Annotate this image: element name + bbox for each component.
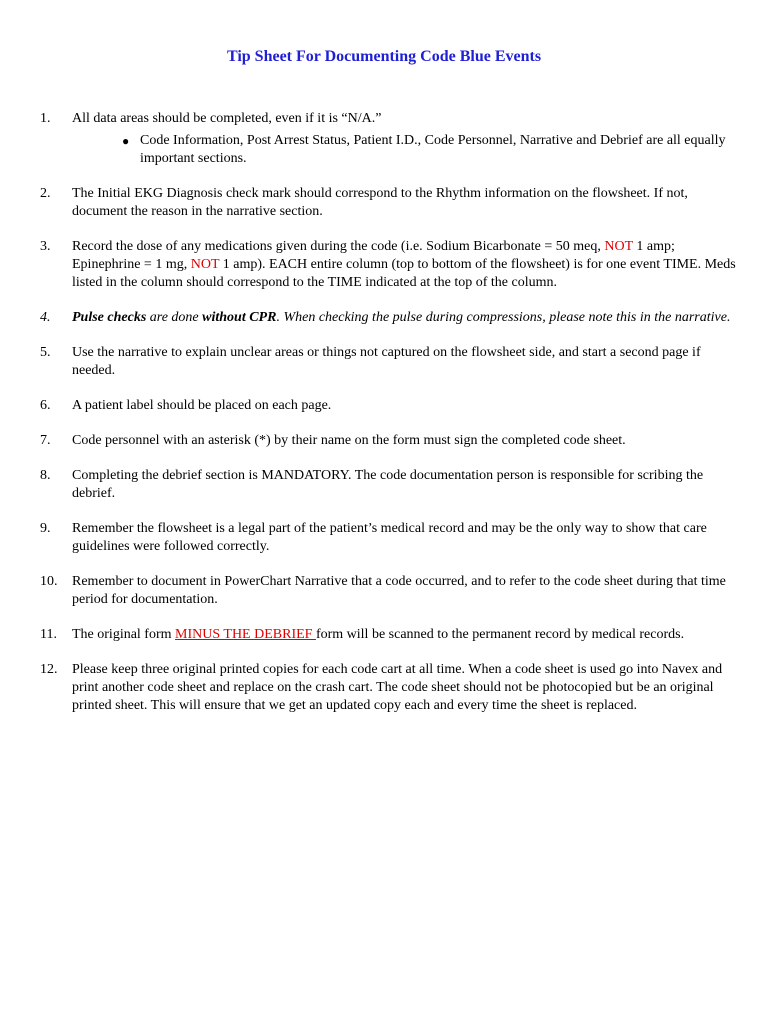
item-text [72, 626, 740, 644]
item-number: 7. [40, 433, 51, 448]
item-number: 2. [40, 186, 51, 201]
sub-item-text: Code Information, Post Arrest Status, Patient I.D., Code Personnel, Narrative and Debrief are all equally important sections. [140, 133, 726, 166]
item-text-part: 1 amp). EACH entire column (top to bottom of the flowsheet) is for one event TIME. Meds listed in the column should correspond to the TIME indicated at the top of the column. [72, 257, 736, 290]
item-number: 12. [40, 662, 58, 677]
list-item-8 [40, 467, 740, 503]
list-item-9 [40, 520, 740, 556]
item-number: 4. [40, 310, 51, 325]
list-item-12 [40, 661, 740, 715]
item-text: A patient label should be placed on each page. [72, 398, 332, 413]
item-number: 6. [40, 398, 51, 413]
list-item-11 [40, 626, 740, 644]
page-title: Tip Sheet For Documenting Code Blue Events [226, 48, 542, 65]
item-text: All data areas should be completed, even if it is “N/A.” [72, 111, 382, 126]
sub-bullet-item [122, 132, 740, 168]
item-number: 3. [40, 239, 51, 254]
list-item-3 [40, 238, 740, 292]
bold-phrase: Pulse checks [72, 310, 147, 325]
item-text-part: 1 amp; Epinephrine = 1 mg, [72, 239, 675, 272]
list-item-7 [40, 432, 740, 450]
not-emphasis: NOT [190, 257, 220, 272]
item-text-part: The original form [72, 627, 176, 642]
item-text: Please keep three original printed copies for each code cart at all time. When a code sheet is used go into Navex and print another code sheet and replace on the crash cart. The code sheet should not be photocopied but be an original printed sheet. This will ensure that we get an updated copy each and every time the sheet is replaced. [72, 662, 723, 713]
item-number: 11. [40, 627, 57, 642]
item-number: 8. [40, 468, 51, 483]
list-item-4 [40, 309, 740, 327]
list-item-10 [40, 573, 740, 609]
item-text [72, 238, 740, 292]
bullet-icon: ● [122, 134, 130, 148]
item-text-part: form will be scanned to the permanent record by medical records. [315, 627, 685, 642]
item-text: Remember to document in PowerChart Narrative that a code occurred, and to refer to the code sheet during that time period for documentation. [72, 574, 726, 607]
not-emphasis: NOT [604, 239, 633, 254]
item-text: Completing the debrief section is MANDATORY. The code documentation person is responsible for scribing the debrief. [72, 468, 704, 501]
item-number: 9. [40, 521, 51, 536]
list-item-6 [40, 397, 740, 415]
item-text: The Initial EKG Diagnosis check mark should correspond to the Rhythm information on the flowsheet. If not, document the reason in the narrative section. [72, 186, 688, 219]
bold-phrase: without CPR [202, 310, 277, 325]
item-text [72, 309, 740, 327]
item-text: Code personnel with an asterisk (*) by their name on the form must sign the completed code sheet. [72, 433, 626, 448]
item-text-part: . When checking the pulse during compressions, please note this in the narrative. [276, 310, 731, 325]
item-number: 1. [40, 111, 51, 126]
item-text: Remember the flowsheet is a legal part of the patient’s medical record and may be the only way to show that care guidelines were followed correctly. [72, 521, 707, 554]
minus-debrief-emphasis: MINUS THE DEBRIEF [175, 627, 316, 642]
item-text-part: Record the dose of any medications given during the code (i.e. Sodium Bicarbonate = 50 meq, [72, 239, 605, 254]
list-item-5 [40, 344, 740, 380]
list-item-1 [40, 110, 740, 168]
list-item-2 [40, 185, 740, 221]
item-text: Use the narrative to explain unclear areas or things not captured on the flowsheet side, and start a second page if needed. [72, 345, 701, 378]
item-number: 5. [40, 345, 51, 360]
tips-list [40, 110, 740, 732]
item-text-part: are done [146, 310, 203, 325]
item-number: 10. [40, 574, 58, 589]
